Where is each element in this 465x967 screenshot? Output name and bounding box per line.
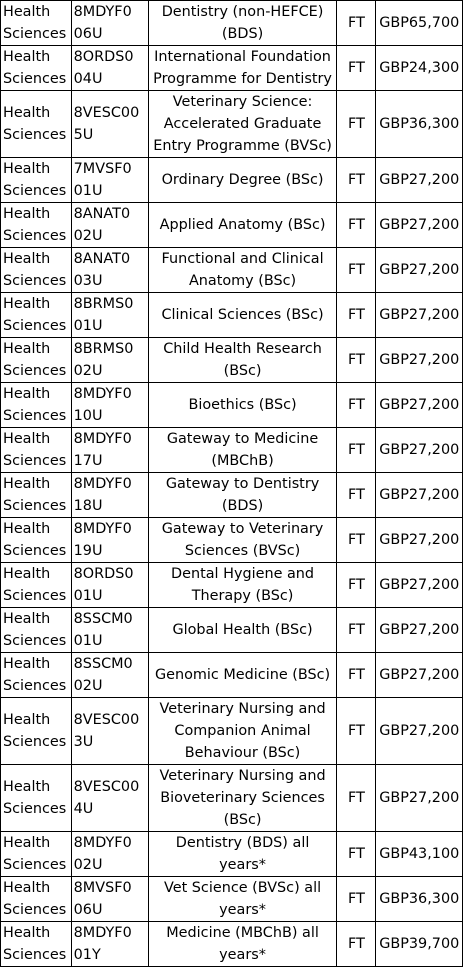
course-name-cell <box>148 473 337 518</box>
course-name-cell-line: years* <box>219 902 266 918</box>
course-name-cell-line: International Foundation <box>154 49 331 65</box>
course-code-cell-line: 8VESC00 <box>73 712 140 728</box>
faculty-cell <box>1 698 72 765</box>
table-row <box>1 248 463 293</box>
course-name-cell <box>148 158 337 203</box>
faculty-cell <box>1 46 72 91</box>
course-name-cell <box>148 203 337 248</box>
course-code-cell-line: 19U <box>73 543 103 559</box>
study-mode-cell: FT <box>337 383 376 428</box>
table-row <box>1 1 463 46</box>
table-row <box>1 338 463 383</box>
fee-cell: GBP27,200 <box>376 158 463 203</box>
fee-cell: GBP36,300 <box>376 91 463 158</box>
course-name-cell <box>148 832 337 877</box>
course-name-cell <box>148 428 337 473</box>
table-row <box>1 922 463 967</box>
course-code-cell <box>71 158 148 203</box>
course-name-cell-line: years* <box>219 947 266 963</box>
course-name-cell <box>148 563 337 608</box>
faculty-cell <box>1 877 72 922</box>
course-name-cell-line: Applied Anatomy (BSc) <box>159 217 326 233</box>
course-name-cell-line: (BDS) <box>221 26 264 42</box>
course-name-cell-line: (BSc) <box>223 812 262 828</box>
course-code-cell-line: 8MDYF0 <box>73 476 132 492</box>
course-code-cell <box>71 765 148 832</box>
course-code-cell-line: 8ANAT0 <box>73 251 131 267</box>
table-row <box>1 563 463 608</box>
fee-cell: GBP27,200 <box>376 608 463 653</box>
fee-cell: GBP27,200 <box>376 653 463 698</box>
course-code-cell-line: 01U <box>73 183 103 199</box>
course-code-cell <box>71 563 148 608</box>
faculty-cell <box>1 518 72 563</box>
course-name-cell <box>148 518 337 563</box>
course-name-cell-line: (MBChB) <box>211 453 274 469</box>
course-name-cell-line: Gateway to Veterinary <box>161 521 324 537</box>
course-code-cell <box>71 428 148 473</box>
course-code-cell-line: 02U <box>73 678 103 694</box>
faculty-cell <box>1 338 72 383</box>
course-code-cell-line: 8MVSF0 <box>73 880 132 896</box>
table-row <box>1 383 463 428</box>
faculty-cell-line: Health <box>3 566 51 582</box>
course-name-cell-line: Child Health Research <box>163 341 322 357</box>
faculty-cell-line: Sciences <box>3 71 67 87</box>
course-code-cell-line: 8ORDS0 <box>73 49 134 65</box>
faculty-cell-line: Sciences <box>3 26 67 42</box>
course-name-cell-line: Ordinary Degree (BSc) <box>161 172 324 188</box>
fee-cell: GBP39,700 <box>376 922 463 967</box>
faculty-cell <box>1 383 72 428</box>
faculty-cell <box>1 922 72 967</box>
course-code-cell-line: 01Y <box>73 947 101 963</box>
faculty-cell-line: Sciences <box>3 902 67 918</box>
course-code-cell <box>71 877 148 922</box>
fee-cell: GBP65,700 <box>376 1 463 46</box>
fee-cell: GBP36,300 <box>376 877 463 922</box>
course-code-cell-line: 8MDYF0 <box>73 386 132 402</box>
faculty-cell <box>1 203 72 248</box>
table-row <box>1 832 463 877</box>
course-code-cell <box>71 1 148 46</box>
course-code-cell <box>71 383 148 428</box>
fee-cell: GBP27,200 <box>376 518 463 563</box>
course-name-cell <box>148 922 337 967</box>
fee-cell: GBP27,200 <box>376 203 463 248</box>
course-name-cell <box>148 877 337 922</box>
course-name-cell-line: Sciences (BVSc) <box>184 543 301 559</box>
course-name-cell <box>148 698 337 765</box>
course-name-cell-line: Companion Animal <box>174 723 311 739</box>
course-name-cell <box>148 1 337 46</box>
faculty-cell-line: Health <box>3 296 51 312</box>
course-code-cell-line: 8SSCM0 <box>73 611 133 627</box>
course-code-cell-line: 8ANAT0 <box>73 206 131 222</box>
course-name-cell-line: Medicine (MBChB) all <box>166 925 319 941</box>
faculty-cell-line: Sciences <box>3 498 67 514</box>
course-code-cell-line: 5U <box>73 127 94 143</box>
course-code-cell-line: 02U <box>73 363 103 379</box>
course-code-cell-line: 4U <box>73 801 94 817</box>
faculty-cell-line: Health <box>3 341 51 357</box>
faculty-cell-line: Health <box>3 105 51 121</box>
faculty-cell-line: Health <box>3 880 51 896</box>
course-code-cell <box>71 698 148 765</box>
study-mode-cell: FT <box>337 832 376 877</box>
faculty-cell <box>1 91 72 158</box>
study-mode-cell: FT <box>337 922 376 967</box>
course-code-cell <box>71 518 148 563</box>
course-name-cell-line: (BSc) <box>223 363 262 379</box>
faculty-cell-line: Sciences <box>3 183 67 199</box>
course-name-cell-line: Gateway to Dentistry <box>165 476 320 492</box>
faculty-cell <box>1 158 72 203</box>
course-name-cell-line: Dentistry (non-HEFCE) <box>161 4 324 20</box>
faculty-cell-line: Sciences <box>3 273 67 289</box>
fee-cell: GBP43,100 <box>376 832 463 877</box>
course-name-cell-line: Genomic Medicine (BSc) <box>154 667 331 683</box>
fee-cell: GBP27,200 <box>376 698 463 765</box>
fee-cell: GBP27,200 <box>376 383 463 428</box>
course-code-cell-line: 8MDYF0 <box>73 835 132 851</box>
fee-cell: GBP27,200 <box>376 473 463 518</box>
course-name-cell-line: Therapy (BSc) <box>191 588 294 604</box>
faculty-cell-line: Health <box>3 4 51 20</box>
faculty-cell-line: Health <box>3 611 51 627</box>
study-mode-cell: FT <box>337 698 376 765</box>
faculty-cell-line: Health <box>3 251 51 267</box>
course-name-cell-line: Behaviour (BSc) <box>184 745 301 761</box>
faculty-cell-line: Sciences <box>3 127 67 143</box>
faculty-cell-line: Sciences <box>3 947 67 963</box>
faculty-cell-line: Sciences <box>3 588 67 604</box>
study-mode-cell: FT <box>337 653 376 698</box>
study-mode-cell: FT <box>337 877 376 922</box>
study-mode-cell: FT <box>337 203 376 248</box>
table-row <box>1 698 463 765</box>
course-name-cell <box>148 765 337 832</box>
course-code-cell-line: 8MDYF0 <box>73 431 132 447</box>
course-code-cell <box>71 91 148 158</box>
course-name-cell-line: Dental Hygiene and <box>171 566 315 582</box>
study-mode-cell: FT <box>337 608 376 653</box>
table-row <box>1 653 463 698</box>
course-code-cell-line: 8BRMS0 <box>73 341 134 357</box>
course-name-cell-line: (BDS) <box>221 498 264 514</box>
course-name-cell <box>148 46 337 91</box>
course-code-cell-line: 8MDYF0 <box>73 925 132 941</box>
course-code-cell <box>71 608 148 653</box>
faculty-cell-line: Sciences <box>3 801 67 817</box>
table-row <box>1 158 463 203</box>
faculty-cell-line: Sciences <box>3 453 67 469</box>
course-code-cell-line: 01U <box>73 588 103 604</box>
table-row <box>1 293 463 338</box>
course-code-cell-line: 8MDYF0 <box>73 4 132 20</box>
course-name-cell-line: Veterinary Nursing and <box>159 701 326 717</box>
faculty-cell <box>1 563 72 608</box>
course-code-cell-line: 18U <box>73 498 103 514</box>
course-code-cell-line: 10U <box>73 408 103 424</box>
course-name-cell-line: Bioethics (BSc) <box>188 397 297 413</box>
faculty-cell <box>1 1 72 46</box>
study-mode-cell: FT <box>337 518 376 563</box>
faculty-cell <box>1 473 72 518</box>
table-row <box>1 765 463 832</box>
faculty-cell <box>1 608 72 653</box>
faculty-cell-line: Health <box>3 206 51 222</box>
course-code-cell-line: 7MVSF0 <box>73 161 132 177</box>
course-code-cell <box>71 922 148 967</box>
faculty-cell-line: Health <box>3 656 51 672</box>
table-row <box>1 428 463 473</box>
table-row <box>1 473 463 518</box>
course-code-cell <box>71 293 148 338</box>
course-code-cell <box>71 46 148 91</box>
faculty-cell-line: Health <box>3 476 51 492</box>
study-mode-cell: FT <box>337 428 376 473</box>
course-code-cell-line: 06U <box>73 26 103 42</box>
course-code-cell <box>71 338 148 383</box>
course-code-cell-line: 03U <box>73 273 103 289</box>
course-name-cell <box>148 91 337 158</box>
faculty-cell-line: Sciences <box>3 318 67 334</box>
course-name-cell-line: Anatomy (BSc) <box>188 273 297 289</box>
course-name-cell <box>148 248 337 293</box>
course-name-cell-line: Veterinary Science: <box>172 94 313 110</box>
study-mode-cell: FT <box>337 91 376 158</box>
faculty-cell-line: Health <box>3 712 51 728</box>
course-name-cell-line: Global Health (BSc) <box>172 622 313 638</box>
course-code-cell-line: 3U <box>73 734 94 750</box>
course-name-cell-line: Vet Science (BVSc) all <box>164 880 322 896</box>
faculty-cell-line: Sciences <box>3 734 67 750</box>
course-code-cell-line: 01U <box>73 633 103 649</box>
course-code-cell <box>71 653 148 698</box>
course-code-cell-line: 02U <box>73 857 103 873</box>
course-name-cell-line: Veterinary Nursing and <box>159 768 326 784</box>
course-code-cell-line: 04U <box>73 71 103 87</box>
faculty-cell <box>1 428 72 473</box>
course-name-cell-line: Entry Programme (BVSc) <box>153 138 332 154</box>
course-code-cell-line: 01U <box>73 318 103 334</box>
faculty-cell <box>1 765 72 832</box>
course-code-cell-line: 8BRMS0 <box>73 296 134 312</box>
course-code-cell-line: 02U <box>73 228 103 244</box>
course-code-cell-line: 06U <box>73 902 103 918</box>
course-code-cell <box>71 832 148 877</box>
course-name-cell-line: Dentistry (BDS) all years* <box>175 835 310 873</box>
study-mode-cell: FT <box>337 765 376 832</box>
table-row <box>1 877 463 922</box>
study-mode-cell: FT <box>337 1 376 46</box>
study-mode-cell: FT <box>337 293 376 338</box>
course-code-cell-line: 8VESC00 <box>73 105 140 121</box>
study-mode-cell: FT <box>337 338 376 383</box>
course-name-cell-line: Accelerated Graduate <box>163 116 322 132</box>
faculty-cell-line: Health <box>3 521 51 537</box>
table-row <box>1 46 463 91</box>
faculty-cell-line: Sciences <box>3 363 67 379</box>
course-code-cell-line: 8SSCM0 <box>73 656 133 672</box>
table-row <box>1 203 463 248</box>
study-mode-cell: FT <box>337 158 376 203</box>
course-code-cell-line: 8VESC00 <box>73 779 140 795</box>
fee-cell: GBP27,200 <box>376 248 463 293</box>
course-name-cell <box>148 293 337 338</box>
faculty-cell <box>1 653 72 698</box>
course-code-cell-line: 8MDYF0 <box>73 521 132 537</box>
faculty-cell <box>1 293 72 338</box>
fee-cell: GBP27,200 <box>376 338 463 383</box>
course-name-cell <box>148 338 337 383</box>
course-name-cell-line: Gateway to Medicine <box>166 431 319 447</box>
fee-cell: GBP27,200 <box>376 765 463 832</box>
faculty-cell-line: Sciences <box>3 678 67 694</box>
fee-cell: GBP24,300 <box>376 46 463 91</box>
study-mode-cell: FT <box>337 46 376 91</box>
course-name-cell-line: Bioveterinary Sciences <box>160 790 325 806</box>
faculty-cell-line: Health <box>3 835 51 851</box>
course-code-cell-line: 17U <box>73 453 103 469</box>
table-row <box>1 608 463 653</box>
faculty-cell-line: Sciences <box>3 228 67 244</box>
faculty-cell <box>1 832 72 877</box>
fee-cell: GBP27,200 <box>376 563 463 608</box>
faculty-cell-line: Health <box>3 779 51 795</box>
course-code-cell <box>71 203 148 248</box>
faculty-cell-line: Health <box>3 161 51 177</box>
fee-cell: GBP27,200 <box>376 428 463 473</box>
course-code-cell <box>71 473 148 518</box>
faculty-cell-line: Health <box>3 925 51 941</box>
study-mode-cell: FT <box>337 473 376 518</box>
faculty-cell-line: Sciences <box>3 633 67 649</box>
course-name-cell <box>148 383 337 428</box>
fee-cell: GBP27,200 <box>376 293 463 338</box>
faculty-cell-line: Health <box>3 386 51 402</box>
course-name-cell <box>148 653 337 698</box>
table-row <box>1 91 463 158</box>
faculty-cell-line: Health <box>3 431 51 447</box>
course-code-cell-line: 8ORDS0 <box>73 566 134 582</box>
course-name-cell-line: Clinical Sciences (BSc) <box>161 307 324 323</box>
faculty-cell <box>1 248 72 293</box>
faculty-cell-line: Health <box>3 49 51 65</box>
course-name-cell-line: Functional and Clinical <box>161 251 324 267</box>
study-mode-cell: FT <box>337 248 376 293</box>
faculty-cell-line: Sciences <box>3 408 67 424</box>
course-code-cell <box>71 248 148 293</box>
fees-table-body <box>1 1 463 967</box>
faculty-cell-line: Sciences <box>3 857 67 873</box>
faculty-cell-line: Sciences <box>3 543 67 559</box>
course-name-cell <box>148 608 337 653</box>
study-mode-cell: FT <box>337 563 376 608</box>
course-name-cell-line: Programme for Dentistry <box>153 71 332 87</box>
table-row <box>1 518 463 563</box>
